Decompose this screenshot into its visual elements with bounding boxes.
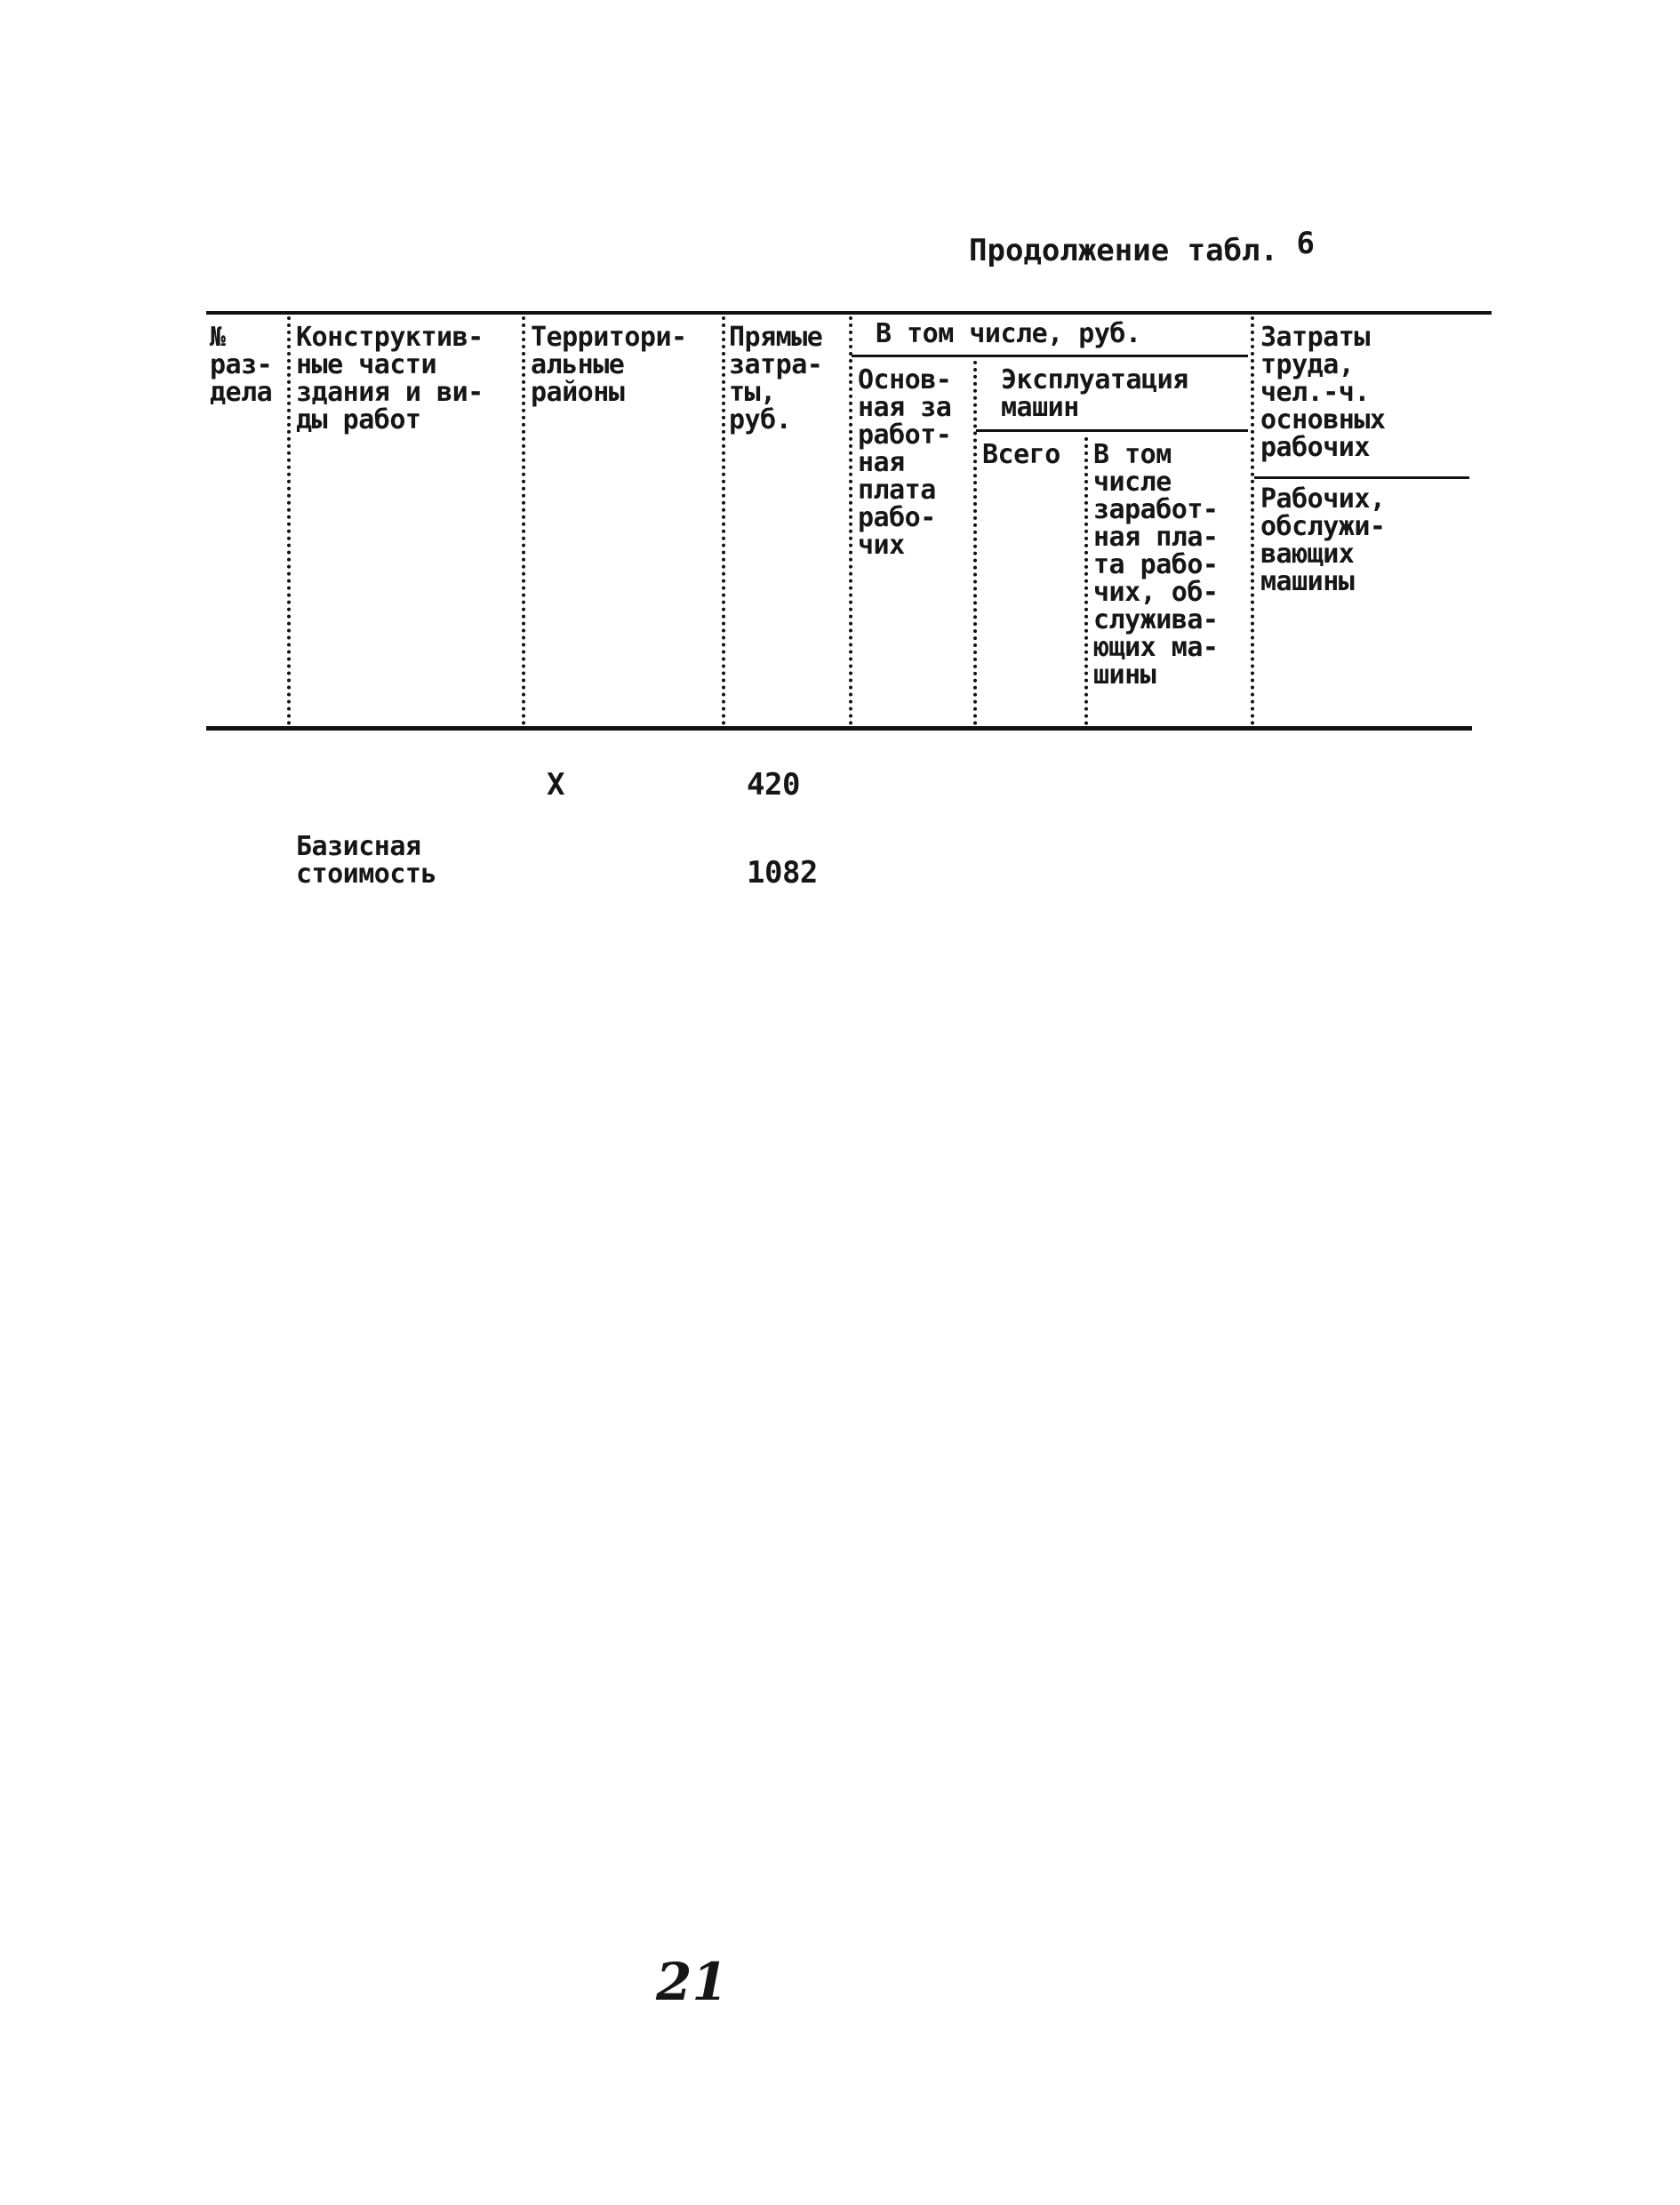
- caption-text: Продолжение табл.: [969, 233, 1278, 268]
- header-structural-parts: Конструктив- ные части здания и ви- ды работ: [296, 322, 484, 435]
- divider-2: [522, 316, 525, 725]
- table-top-rule: [206, 311, 1492, 315]
- page-number: 21: [656, 1952, 728, 2012]
- row-2-label: Базисная стоимость: [296, 831, 437, 890]
- header-labor-machine-workers: Рабочих, обслужи- вающих машины: [1260, 483, 1386, 597]
- table-bottom-rule: [206, 726, 1472, 731]
- rule-under-machines: [976, 429, 1248, 432]
- row-2-direct-cost: 1082: [747, 855, 818, 891]
- header-group-including: В том числе, руб.: [876, 318, 1141, 349]
- row-1-direct-cost: 420: [747, 767, 800, 803]
- header-machines-total: Всего: [982, 439, 1060, 470]
- header-territorial-regions: Территори- альные районы: [531, 322, 687, 408]
- rule-under-group-incl: [852, 355, 1248, 357]
- header-direct-costs: Прямые затра- ты, руб.: [729, 322, 823, 435]
- header-machine-operator-wage: В том числе заработ- ная пла- та рабо- чих, об- служива- ющих ма- шины: [1093, 439, 1219, 691]
- header-machine-operation: Эксплуатация машин: [1001, 364, 1188, 423]
- header-labor-main-workers: Затраты труда, чел.-ч. основных рабочих: [1260, 322, 1386, 463]
- divider-7: [1251, 316, 1254, 725]
- rule-under-labor-main: [1254, 476, 1469, 479]
- row-1-region: X: [547, 767, 564, 803]
- divider-4: [849, 316, 852, 725]
- header-basic-wage: Основ- ная за работ- ная плата рабо- чих: [858, 364, 952, 561]
- divider-3: [722, 316, 725, 725]
- divider-1: [287, 316, 291, 725]
- caption-number: 6: [1296, 226, 1315, 261]
- header-section-number: № раз- дела: [210, 322, 273, 408]
- divider-6: [1084, 437, 1088, 725]
- table-caption: [969, 226, 1315, 268]
- divider-5: [973, 361, 977, 725]
